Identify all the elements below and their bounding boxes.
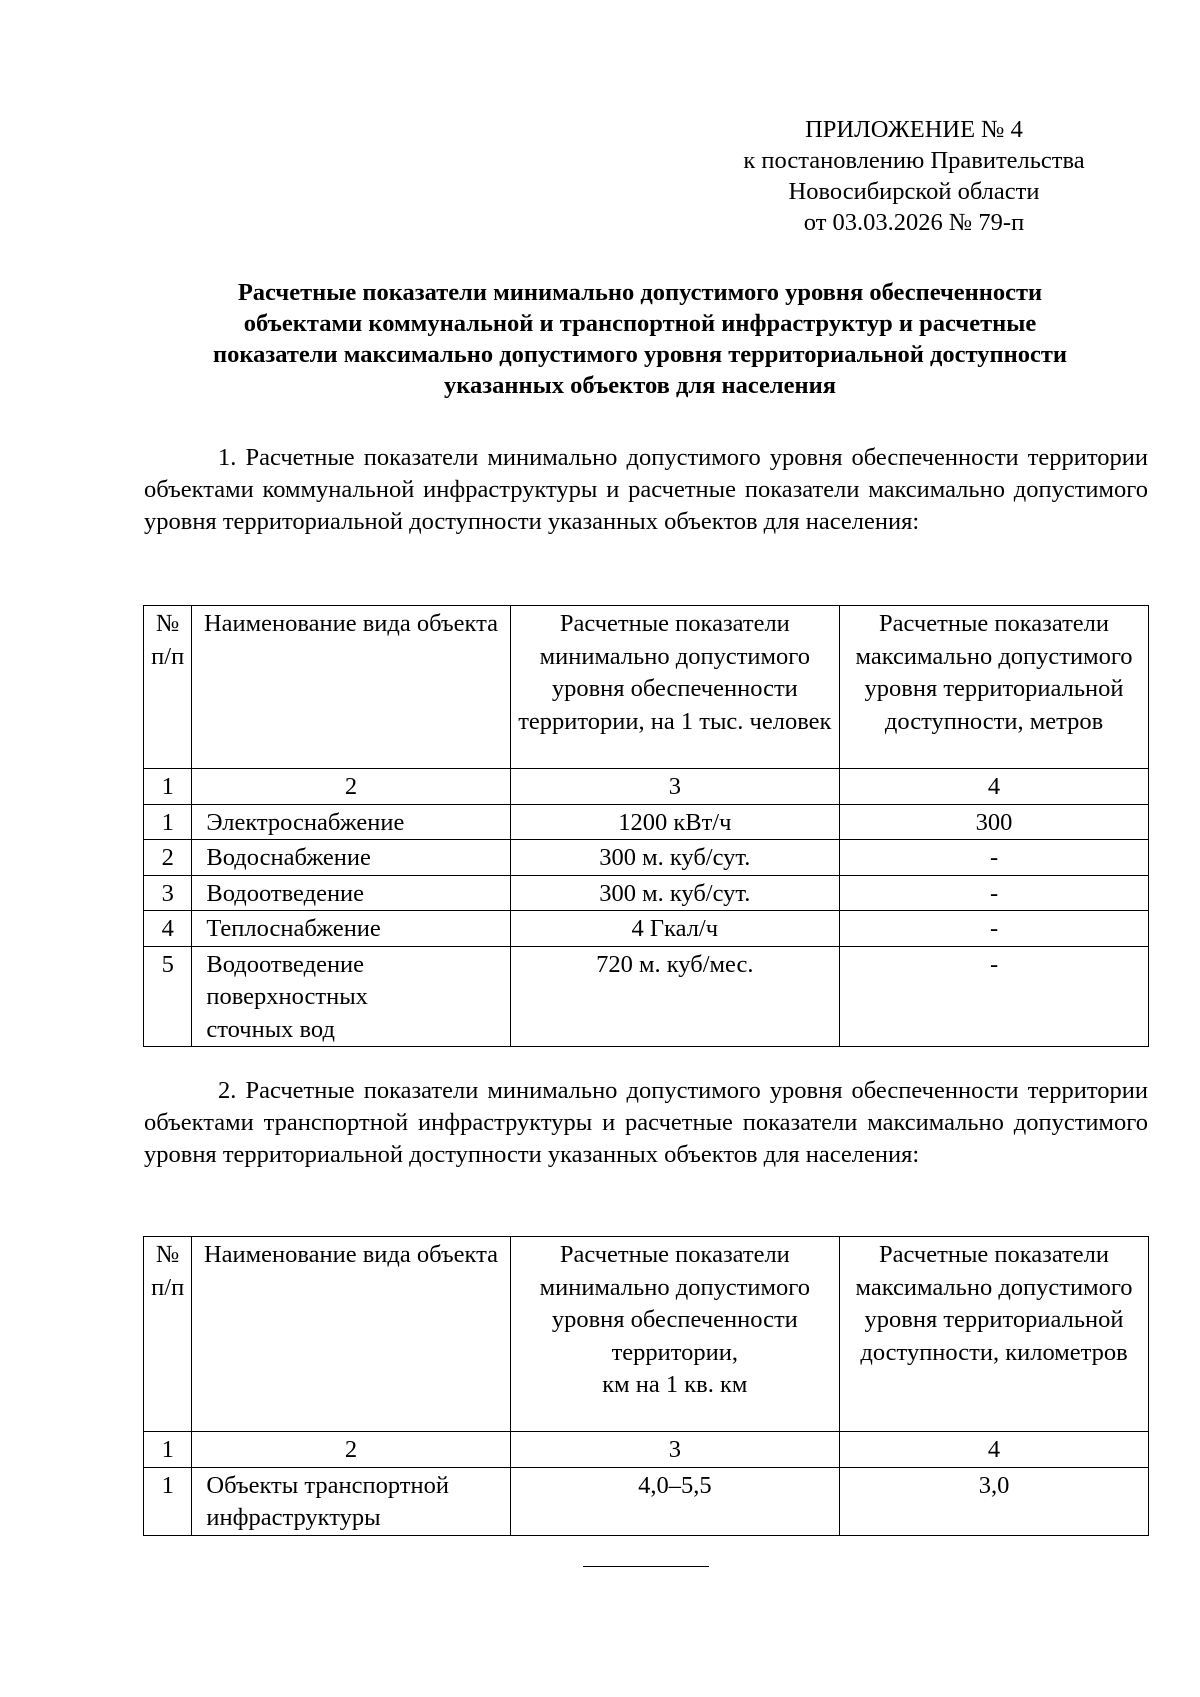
title-line: объектами коммунальной и транспортной инфраструктур и расчетные <box>243 310 1037 337</box>
row-min: 300 м. куб/сут. <box>510 840 840 876</box>
row-min: 4,0–5,5 <box>510 1467 840 1535</box>
header-min-main: Расчетные показатели минимально допустимого уровня обеспеченности территории, <box>539 1241 810 1366</box>
table-row <box>144 1467 1149 1535</box>
column-number: 4 <box>840 769 1149 805</box>
row-num: 4 <box>144 911 192 947</box>
appendix-date: от 03.03.2026 № 79-п <box>803 209 1025 236</box>
row-name: Водоснабжение <box>192 840 510 876</box>
row-max: - <box>840 911 1149 947</box>
header-max: Расчетные показатели максимально допустимого уровня территориальной доступности, километров <box>840 1237 1149 1432</box>
utility-infrastructure-table <box>143 605 1149 1047</box>
column-number: 2 <box>192 1432 510 1468</box>
column-number: 3 <box>510 1432 840 1468</box>
title-line: указанных объектов для населения <box>444 372 836 399</box>
title-line: Расчетные показатели минимально допустимого уровня обеспеченности <box>237 279 1043 306</box>
row-min: 1200 кВт/ч <box>510 804 840 840</box>
column-number: 2 <box>192 769 510 805</box>
column-number: 4 <box>840 1432 1149 1468</box>
title-line: показатели максимально допустимого уровня территориальной доступности <box>213 341 1067 368</box>
row-num: 5 <box>144 946 192 1047</box>
header-min: Расчетные показатели минимально допустимого уровня обеспеченности территории, на 1 тыс. человек <box>510 606 840 769</box>
row-name: Теплоснабжение <box>192 911 510 947</box>
column-number: 3 <box>510 769 840 805</box>
row-num: 3 <box>144 875 192 911</box>
row-name: Водоотведение поверхностных сточных вод <box>192 946 510 1047</box>
table-header-row <box>144 606 1149 769</box>
transport-infrastructure-table <box>143 1236 1149 1536</box>
column-number-row <box>144 1432 1149 1468</box>
column-number: 1 <box>144 769 192 805</box>
header-name: Наименование вида объекта <box>192 606 510 769</box>
table-row <box>144 840 1149 876</box>
table-row <box>144 875 1149 911</box>
row-min: 720 м. куб/мес. <box>510 946 840 1047</box>
document-title <box>120 277 1160 401</box>
row-name: Электроснабжение <box>192 804 510 840</box>
header-min-unit: км на 1 кв. км <box>602 1371 748 1398</box>
column-number-row <box>144 769 1149 805</box>
row-max: - <box>840 840 1149 876</box>
row-max: - <box>840 946 1149 1047</box>
row-max: 300 <box>840 804 1149 840</box>
row-max: - <box>840 875 1149 911</box>
header-max: Расчетные показатели максимально допустимого уровня территориальной доступности, метров <box>840 606 1149 769</box>
appendix-reference: к постановлению Правительства <box>743 147 1085 174</box>
section2-paragraph: 2. Расчетные показатели минимально допустимого уровня обеспеченности территории объектами транспортной инфраструктуры и расчетные показатели максимально допустимого уровня территориальной доступности указанных объектов для населения: <box>144 1077 1148 1168</box>
end-of-document-line <box>583 1566 709 1567</box>
header-name: Наименование вида объекта <box>192 1237 510 1432</box>
row-name: Объекты транспортной инфраструктуры <box>192 1467 510 1535</box>
row-max: 3,0 <box>840 1467 1149 1535</box>
table-row <box>144 946 1149 1047</box>
row-num: 1 <box>144 804 192 840</box>
row-min: 300 м. куб/сут. <box>510 875 840 911</box>
header-num: № п/п <box>144 606 192 769</box>
appendix-number: ПРИЛОЖЕНИЕ № 4 <box>805 116 1023 143</box>
table-header-row <box>144 1237 1149 1432</box>
row-num: 2 <box>144 840 192 876</box>
table-row <box>144 911 1149 947</box>
appendix-header <box>694 114 1134 238</box>
header-min <box>510 1237 840 1432</box>
table-row <box>144 804 1149 840</box>
header-num: № п/п <box>144 1237 192 1432</box>
column-number: 1 <box>144 1432 192 1468</box>
row-min: 4 Гкал/ч <box>510 911 840 947</box>
appendix-region: Новосибирской области <box>788 178 1040 205</box>
row-name: Водоотведение <box>192 875 510 911</box>
section1-paragraph: 1. Расчетные показатели минимально допустимого уровня обеспеченности территории объектами коммунальной инфраструктуры и расчетные показатели максимально допустимого уровня территориальной доступности указанных объектов для населения: <box>144 444 1148 535</box>
row-num: 1 <box>144 1467 192 1535</box>
